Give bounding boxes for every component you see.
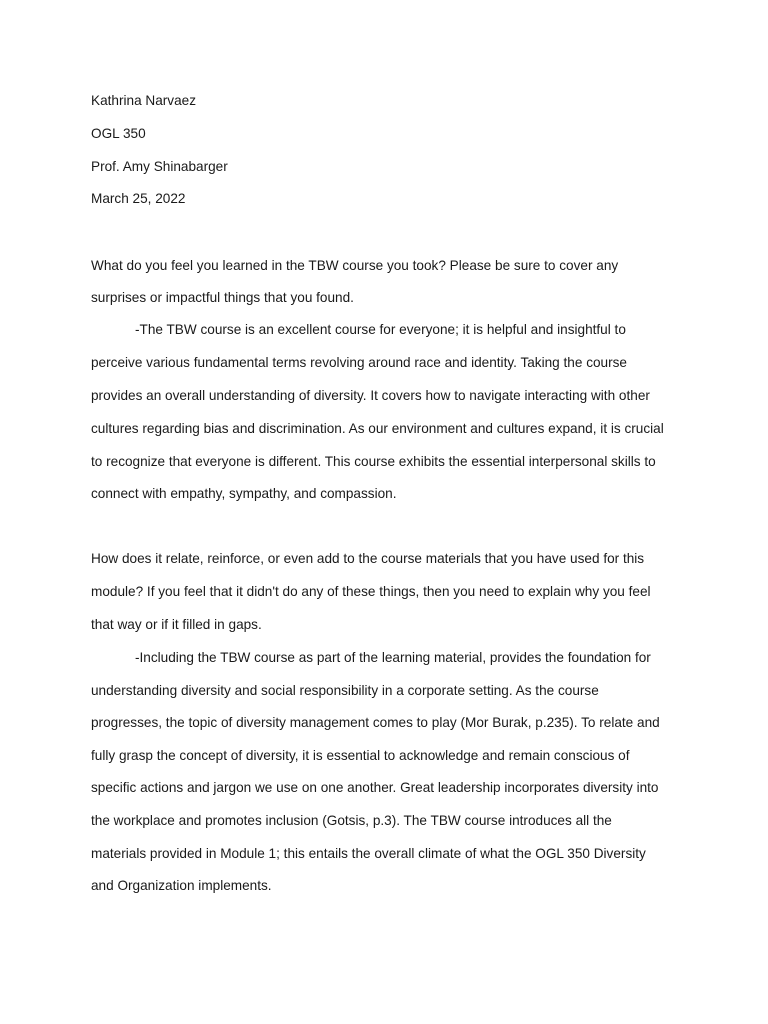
answer-2-line: the workplace and promotes inclusion (Gotsis, p.3). The TBW course introduces all the	[91, 813, 612, 828]
question-2-line: that way or if it filled in gaps.	[91, 617, 262, 632]
answer-1-line: cultures regarding bias and discrimination. As our environment and cultures expand, it is crucial	[91, 421, 664, 436]
answer-1-line: provides an overall understanding of diversity. It covers how to navigate interacting with other	[91, 388, 650, 403]
answer-1-line: connect with empathy, sympathy, and compassion.	[91, 486, 397, 501]
question-1-line: surprises or impactful things that you found.	[91, 290, 354, 305]
answer-2-line: -Including the TBW course as part of the learning material, provides the foundation for	[135, 650, 651, 665]
answer-2-line: progresses, the topic of diversity management comes to play (Mor Burak, p.235). To relate and	[91, 715, 660, 730]
answer-2-line: and Organization implements.	[91, 878, 272, 893]
document-date: March 25, 2022	[91, 191, 186, 206]
question-2-line: How does it relate, reinforce, or even add to the course materials that you have used for this	[91, 551, 645, 566]
answer-1-line: -The TBW course is an excellent course for everyone; it is helpful and insightful to	[135, 322, 626, 337]
course-code: OGL 350	[91, 126, 146, 141]
answer-2-line: understanding diversity and social responsibility in a corporate setting. As the course	[91, 683, 599, 698]
question-2-line: module? If you feel that it didn't do any of these things, then you need to explain why you feel	[91, 584, 651, 599]
question-1-line: What do you feel you learned in the TBW course you took? Please be sure to cover any	[91, 258, 619, 273]
answer-2-line: fully grasp the concept of diversity, it is essential to acknowledge and remain conscious of	[91, 748, 630, 763]
answer-2-line: specific actions and jargon we use on one another. Great leadership incorporates diversity into	[91, 780, 659, 795]
answer-2-line: materials provided in Module 1; this entails the overall climate of what the OGL 350 Diversity	[91, 846, 646, 861]
author-name: Kathrina Narvaez	[91, 93, 197, 108]
answer-1-line: to recognize that everyone is different. This course exhibits the essential interpersonal skills to	[91, 454, 656, 469]
professor-name: Prof. Amy Shinabarger	[91, 159, 228, 174]
answer-1-line: perceive various fundamental terms revolving around race and identity. Taking the course	[91, 355, 627, 370]
